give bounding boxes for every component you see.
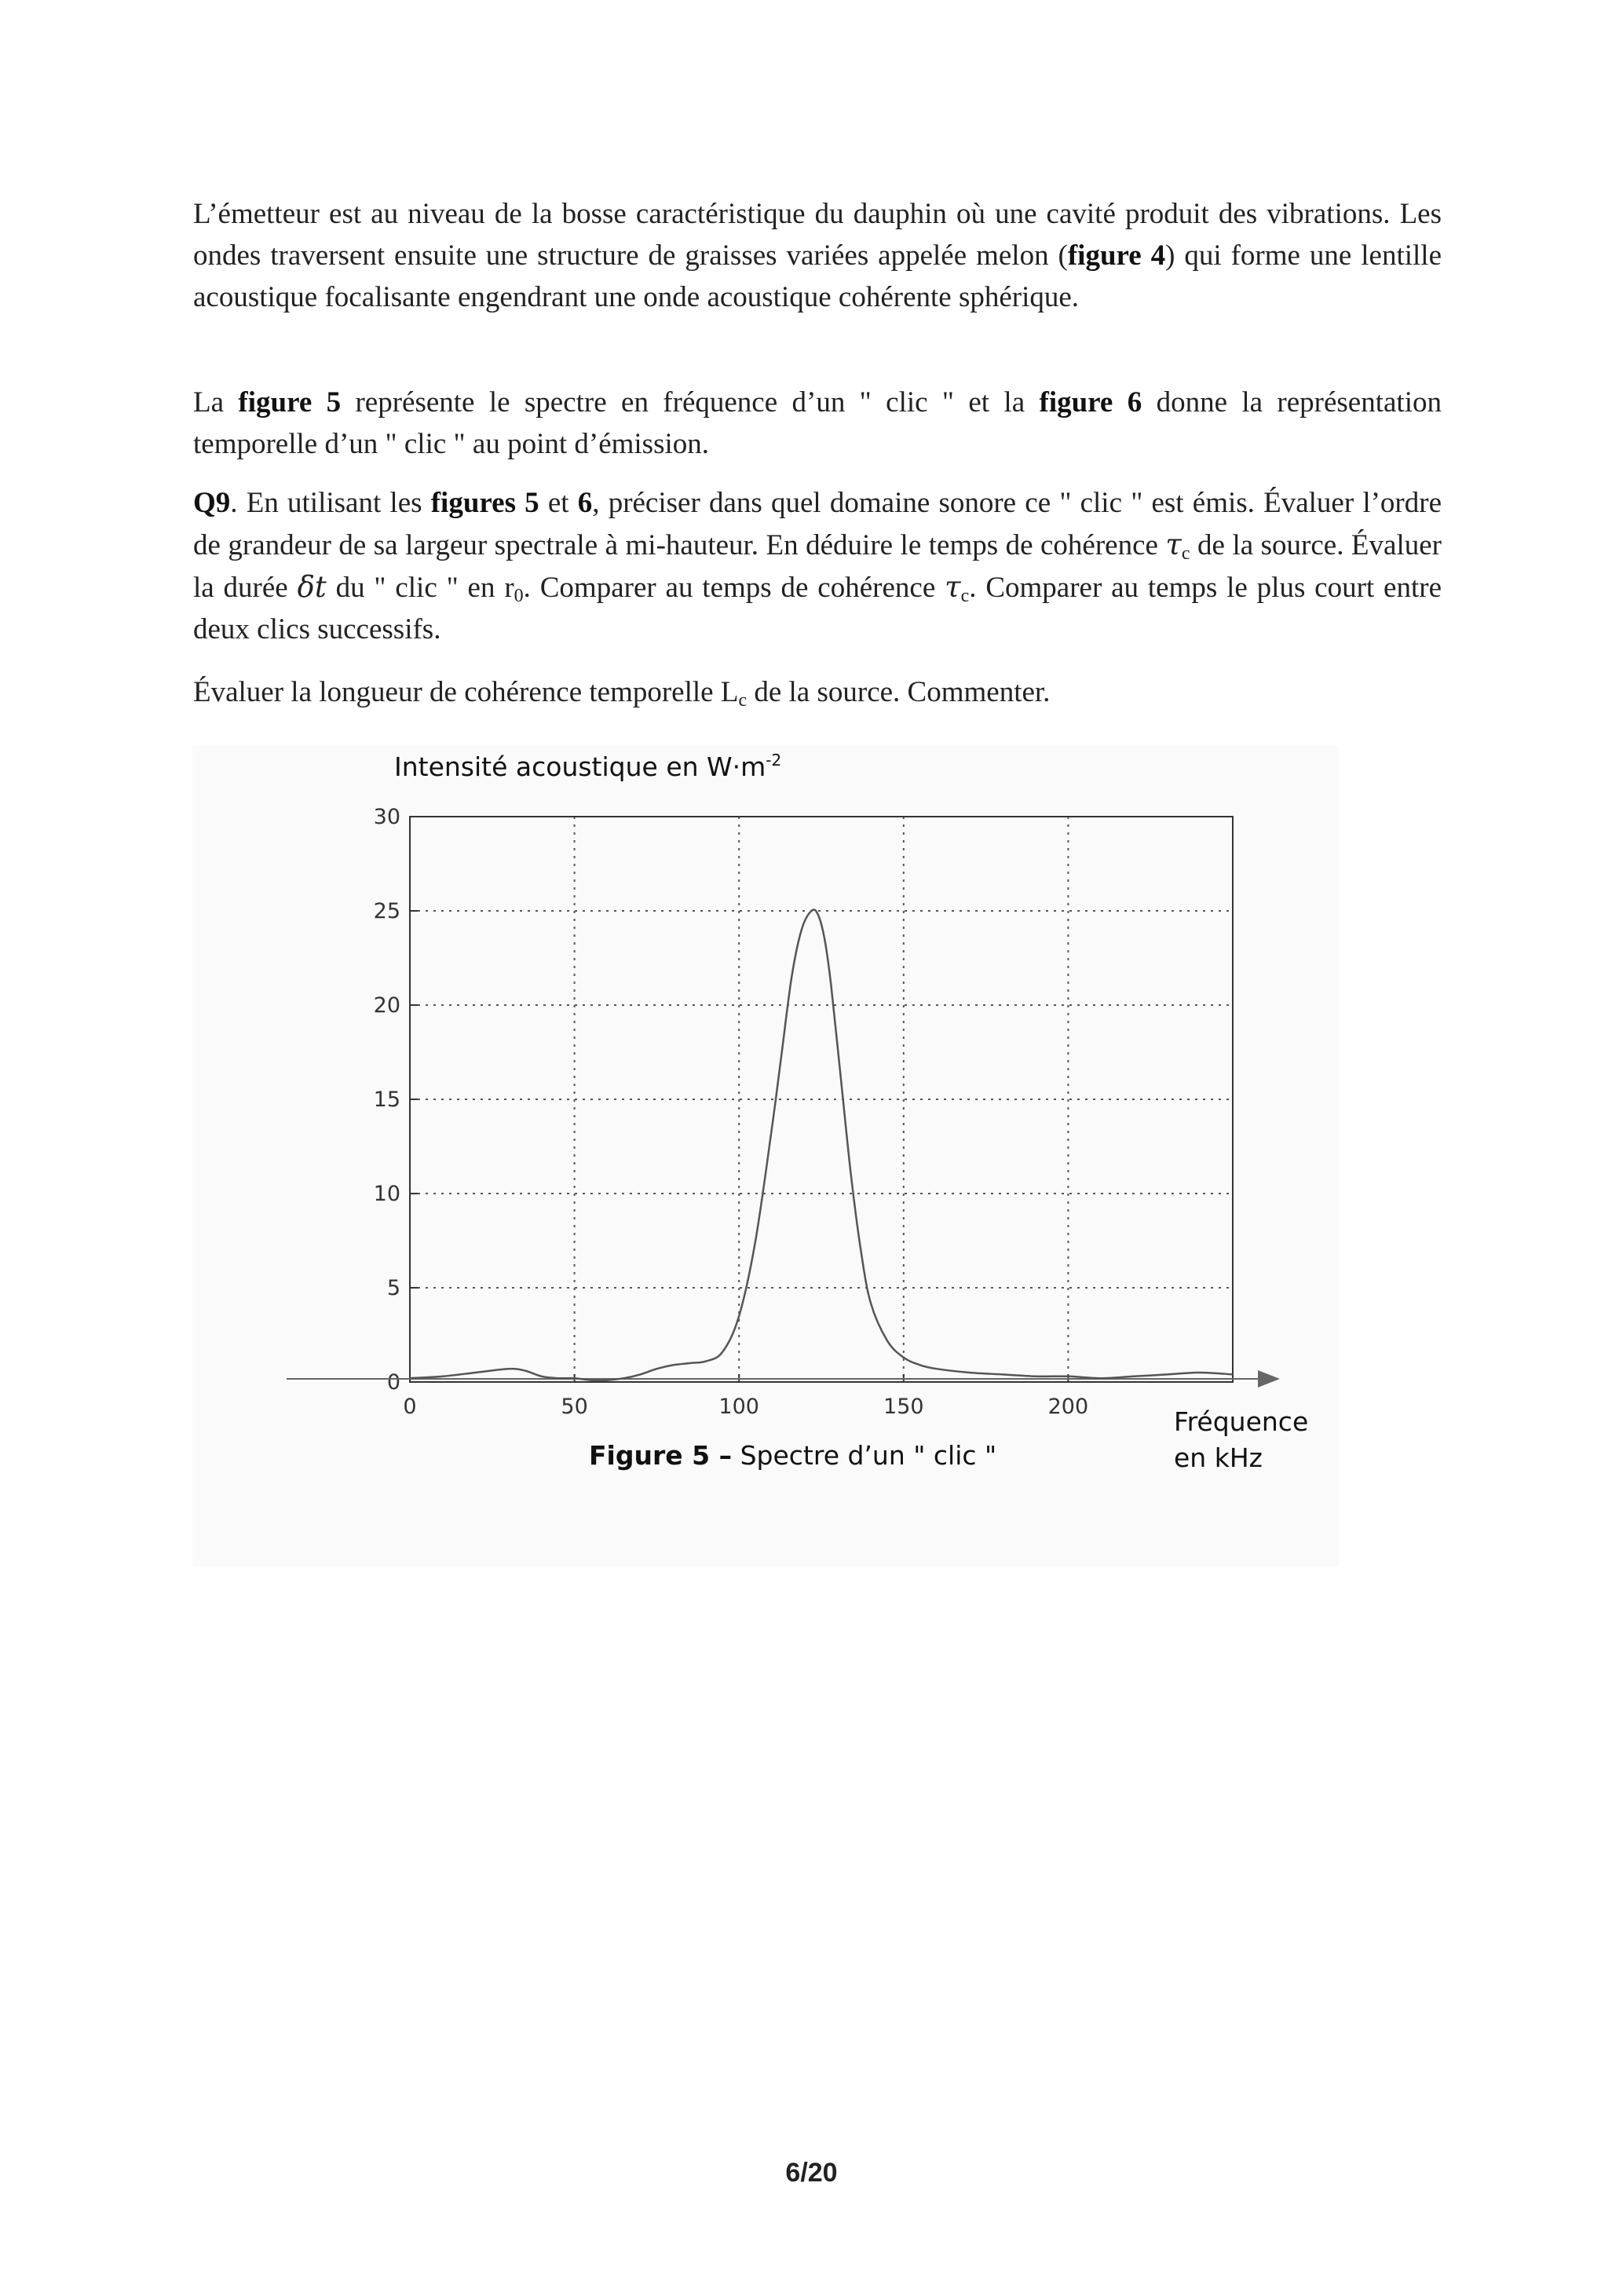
- x-tick-label: 150: [883, 1395, 924, 1419]
- text-span: L’émetteur est au niveau de la bosse caractéristique du dauphin où une cavité produit des vibrations. Les ondes traversent ensuite une structure de graisses variées appelée melon (: [193, 198, 1442, 272]
- delta-t-symbol: δt: [297, 570, 327, 604]
- text-span: . Comparer au temps de cohérence: [523, 572, 945, 604]
- y-tick-label: 10: [373, 1182, 400, 1206]
- text-span: , préciser dans quel domaine sonore ce " clic " est émis. Évaluer l’ordre de grandeur de sa largeur spectrale à mi-hauteur. En déduire le temps de cohérence: [193, 487, 1442, 561]
- bold-ref: figure 4: [1067, 239, 1166, 272]
- y-axis-label: Intensité acoustique en $W\cdot m^{-2}$: [394, 751, 782, 782]
- text-span: donne la représentation temporelle d’un " clic " au point d’émission.: [193, 386, 1442, 460]
- text-span: La: [193, 386, 239, 419]
- text-span: de la source. Commenter.: [747, 676, 1051, 708]
- text-span: du " clic " en r: [326, 572, 514, 604]
- figure-caption: Figure 5 – Spectre d’un " clic ": [589, 1440, 997, 1471]
- text-span: . Comparer au temps le plus court entre deux clics successifs.: [193, 572, 1442, 645]
- y-tick-label: 20: [373, 993, 400, 1018]
- bold-ref: figures 5: [430, 487, 539, 519]
- x-tick-label: 100: [718, 1395, 759, 1419]
- tau-symbol: τ: [1165, 528, 1182, 561]
- text-span: représente le spectre en fréquence d’un " clic " et la: [341, 386, 1040, 419]
- y-tick-label: 25: [373, 899, 400, 923]
- y-tick-label: 0: [386, 1370, 400, 1395]
- x-tick-label: 50: [561, 1395, 588, 1419]
- bold-ref: figure 5: [238, 386, 342, 419]
- bold-ref: figure 6: [1039, 386, 1142, 419]
- y-tick-label: 5: [386, 1276, 400, 1300]
- bold-ref: 6: [577, 487, 593, 519]
- y-tick-label: 30: [373, 805, 400, 829]
- x-axis-arrow-icon: [1258, 1370, 1280, 1387]
- x-tick-label: 0: [403, 1395, 417, 1419]
- x-axis-label-line2: en kHz: [1174, 1442, 1263, 1473]
- spectrum-line: [410, 909, 1233, 1380]
- text-span: Évaluer la longueur de cohérence temporelle L: [193, 676, 739, 708]
- lc-subscript: c: [738, 690, 748, 711]
- text-span: de la source. Évaluer la durée: [193, 529, 1442, 604]
- text-span: et: [539, 487, 578, 519]
- chart-ticks: [374, 805, 1089, 1419]
- x-axis-label-line1: Fréquence: [1174, 1406, 1309, 1437]
- tau-subscript: c: [960, 586, 970, 606]
- tau-subscript: c: [1181, 543, 1190, 564]
- tau-symbol: τ: [945, 570, 961, 604]
- text-span: . En utilisant les: [230, 487, 431, 519]
- page-number: 6/20: [785, 2158, 838, 2188]
- question-label: Q9: [193, 487, 231, 519]
- r-subscript: 0: [514, 586, 524, 606]
- text-span: ) qui forme une lentille acoustique focalisante engendrant une onde acoustique cohérente sphérique.: [193, 239, 1442, 313]
- x-tick-label: 200: [1047, 1395, 1089, 1419]
- y-tick-label: 15: [373, 1088, 400, 1112]
- chart-grid: [410, 817, 1233, 1382]
